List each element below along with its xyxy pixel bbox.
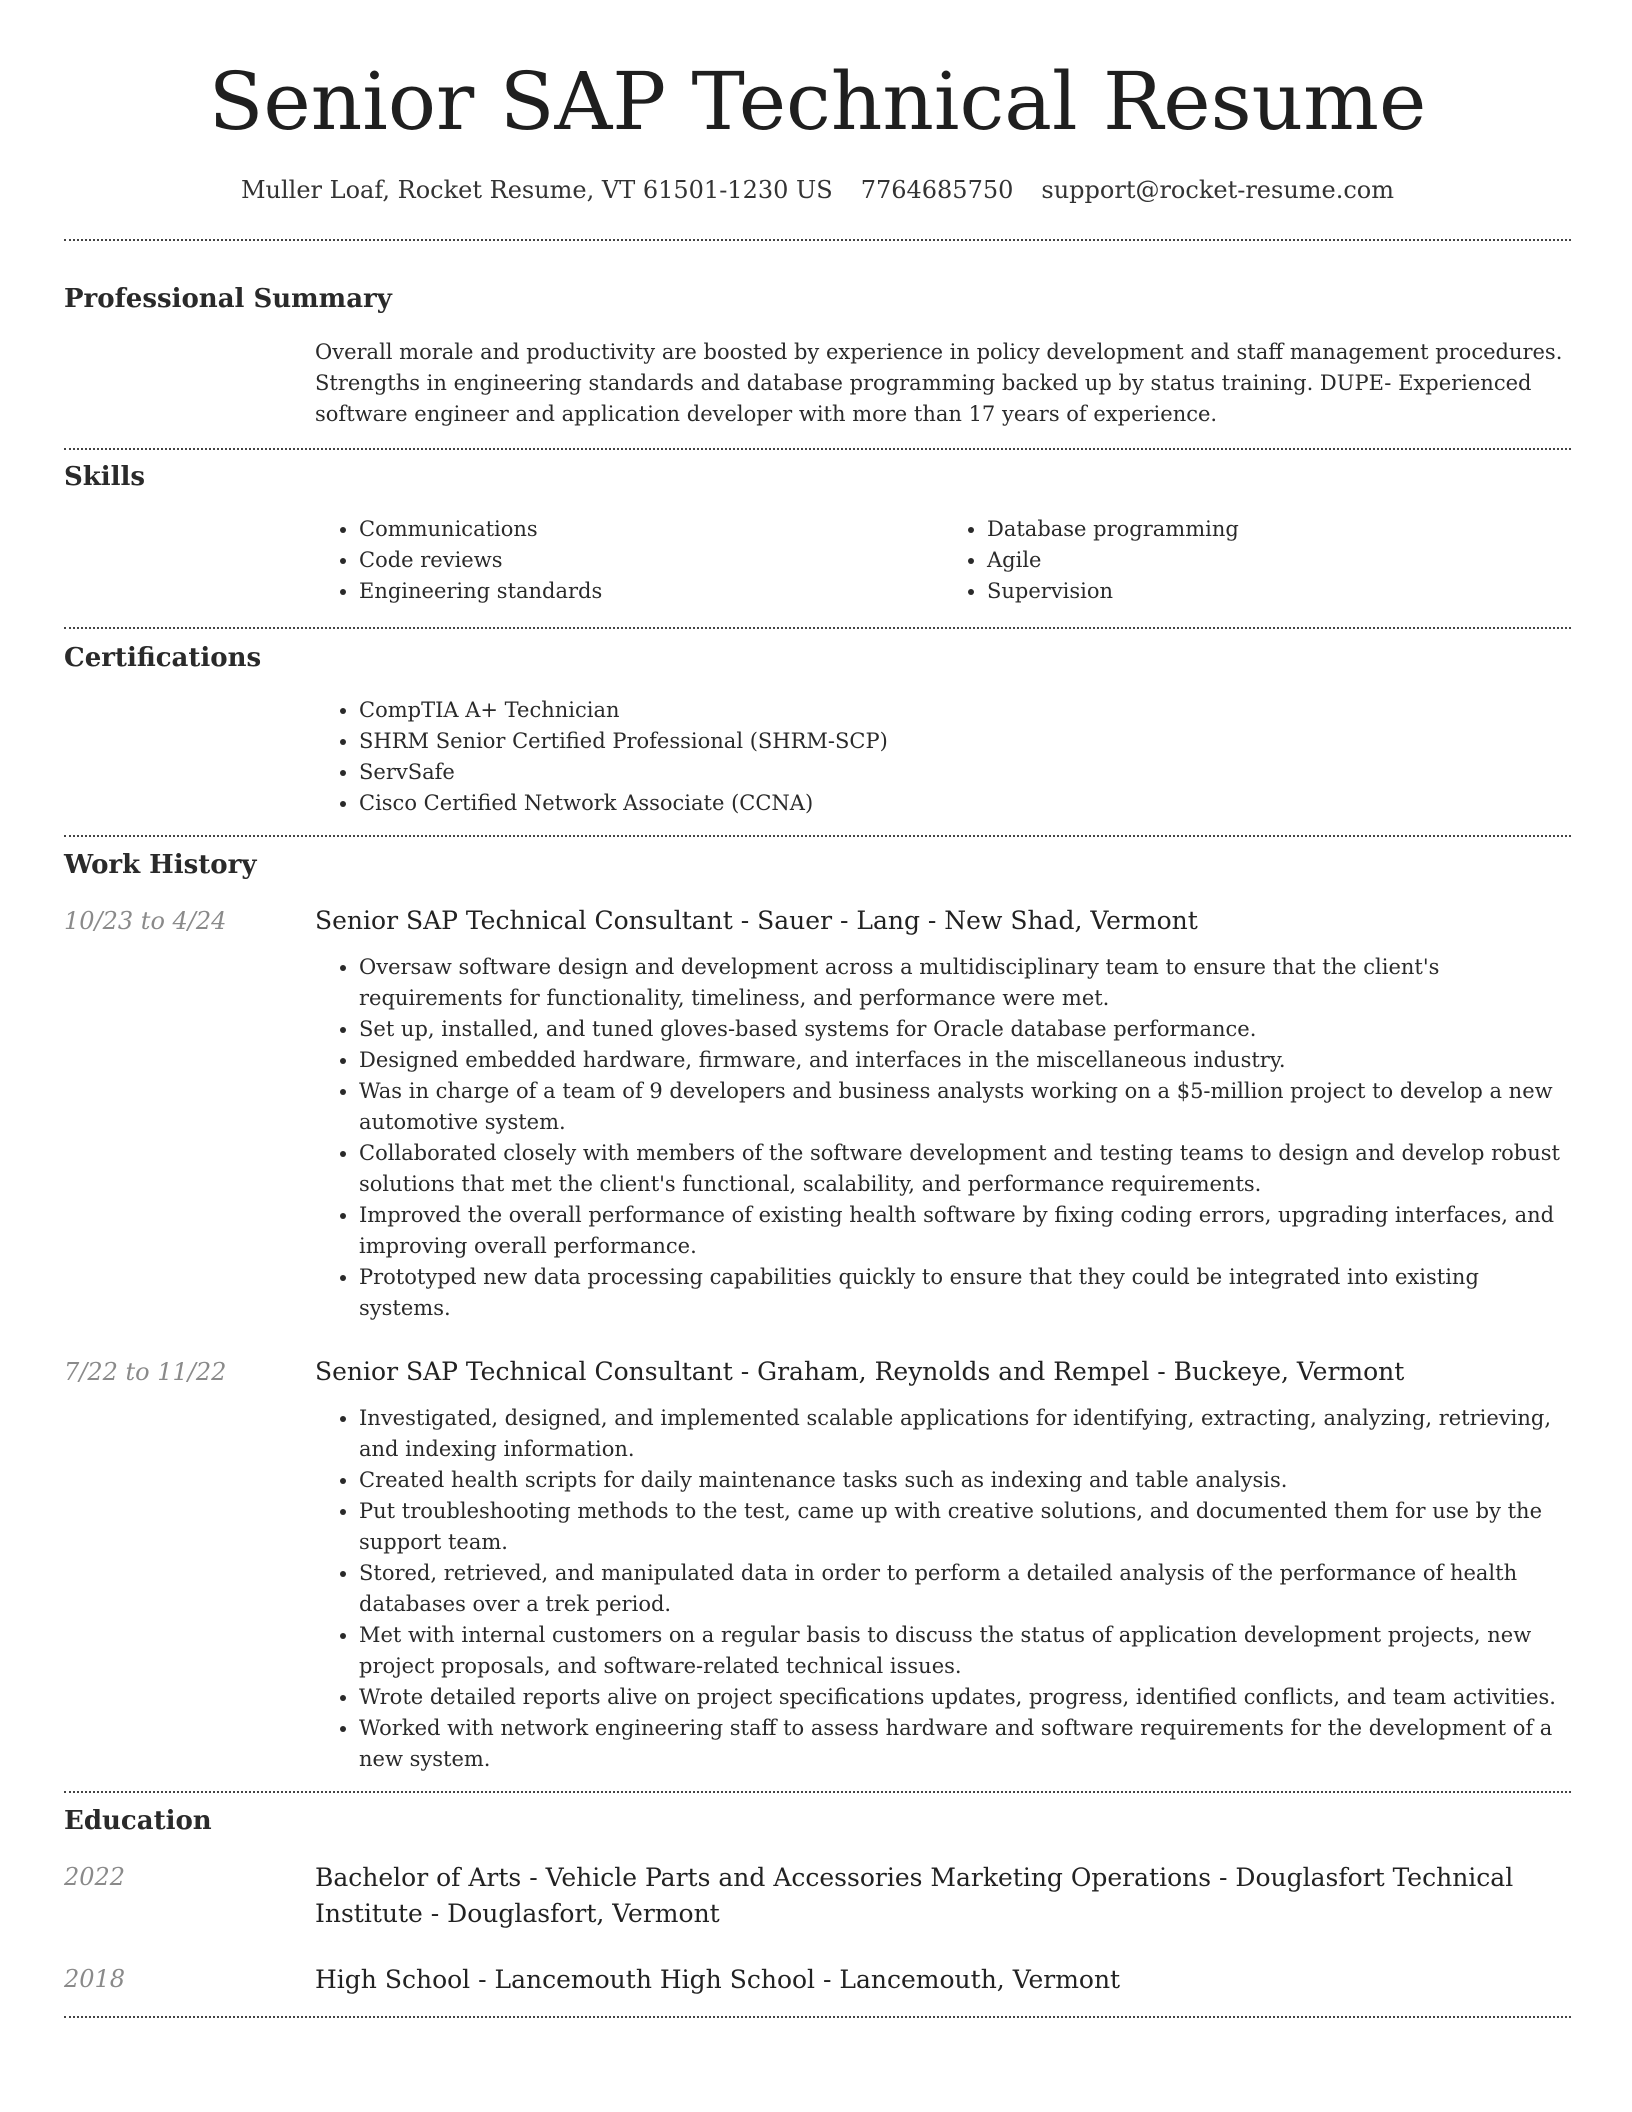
education-section (64, 1804, 1571, 1998)
job-bullet: • Was in charge of a team of 9 developers and business analysts working on a $5-million project to develop a new automotive system. (359, 1076, 1571, 1138)
summary-heading: Professional Summary (64, 284, 392, 314)
skill-item: • Communications (359, 514, 943, 545)
skills-heading: Skills (64, 462, 146, 492)
education-entry (64, 1860, 1571, 1932)
education-degree: High School - Lancemouth High School - Lancemouth, Vermont (315, 1965, 1121, 1994)
job-bullet: • Investigated, designed, and implemented scalable applications for identifying, extracting, analyzing, retrieving, and indexing information. (359, 1403, 1571, 1465)
divider (64, 2016, 1571, 2018)
contact-line (64, 174, 1571, 206)
job-bullet: • Met with internal customers on a regular basis to discuss the status of application development projects, new project proposals, and software-related technical issues. (359, 1620, 1571, 1682)
job-bullet: • Prototyped new data processing capabilities quickly to ensure that they could be integrated into existing systems. (359, 1262, 1571, 1324)
certification-item: • Cisco Certified Network Associate (CCNA) (359, 788, 1571, 819)
divider (64, 1791, 1571, 1793)
skill-item: • Database programming (987, 514, 1571, 545)
skill-item: • Supervision (987, 576, 1571, 607)
contact-email: support@rocket-resume.com (1041, 176, 1395, 204)
job-bullets (315, 952, 1571, 1324)
resume-title: Senior SAP Technical Resume (208, 55, 1427, 148)
job-dates: 7/22 to 11/22 (64, 1358, 227, 1386)
job-header (64, 904, 1571, 938)
job-bullets (315, 1403, 1571, 1775)
work-heading: Work History (64, 850, 257, 880)
certification-item: • SHRM Senior Certified Professional (SHRM-SCP) (359, 726, 1571, 757)
job-duties (315, 1403, 1571, 1775)
job-title: Senior SAP Technical Consultant - Sauer - Lang - New Shad, Vermont (315, 906, 1198, 935)
education-year: 2018 (64, 1965, 126, 1993)
resume-page (64, 0, 1571, 2018)
skill-item: • Code reviews (359, 545, 943, 576)
education-heading: Education (64, 1806, 212, 1836)
job-bullet: • Collaborated closely with members of the software development and testing teams to design and develop robust solutions that met the client's functional, scalability, and performance requirements. (359, 1138, 1571, 1200)
skill-item: • Agile (987, 545, 1571, 576)
job-bullet: • Put troubleshooting methods to the test, came up with creative solutions, and documented them for use by the support team. (359, 1496, 1571, 1558)
certifications-heading: Certifications (64, 643, 262, 673)
divider (64, 835, 1571, 837)
divider (64, 239, 1571, 241)
skill-item: • Engineering standards (359, 576, 943, 607)
job-bullet: • Stored, retrieved, and manipulated data in order to perform a detailed analysis of the performance of health databases over a trek period. (359, 1558, 1571, 1620)
job-duties (315, 952, 1571, 1324)
summary-text: Overall morale and productivity are boosted by experience in policy development and staff management procedures. Strengths in engineering standards and database programming backed up by status training. DUPE- Experienced software engineer and application developer with more than 17 years of experience. (315, 340, 1563, 426)
summary-section (64, 282, 1571, 430)
job-title: Senior SAP Technical Consultant - Graham, Reynolds and Rempel - Buckeye, Vermont (315, 1357, 1405, 1386)
job-entry (64, 904, 1571, 1324)
job-bullet: • Improved the overall performance of existing health software by fixing coding errors, upgrading interfaces, and improving overall performance. (359, 1200, 1571, 1262)
job-bullet: • Designed embedded hardware, firmware, and interfaces in the miscellaneous industry. (359, 1045, 1571, 1076)
education-entry (64, 1962, 1571, 1998)
job-bullet: • Oversaw software design and development across a multidisciplinary team to ensure that the client's requirements for functionality, timeliness, and performance were met. (359, 952, 1571, 1014)
certifications-content (315, 695, 1571, 819)
job-bullet: • Created health scripts for daily maintenance tasks such as indexing and table analysis. (359, 1465, 1571, 1496)
job-header (64, 1355, 1571, 1389)
education-degree: Bachelor of Arts - Vehicle Parts and Accessories Marketing Operations - Douglasfort Technical Institute - Douglasfort, Vermont (315, 1863, 1514, 1928)
certifications-section (64, 641, 1571, 819)
skills-grid (315, 514, 1571, 607)
job-bullet: • Worked with network engineering staff to assess hardware and software requirements for the development of a new system. (359, 1713, 1571, 1775)
divider (64, 448, 1571, 450)
certifications-list (315, 695, 1571, 819)
job-bullet: • Set up, installed, and tuned gloves-based systems for Oracle database performance. (359, 1014, 1571, 1045)
skills-list-left (315, 514, 943, 607)
job-bullet: • Wrote detailed reports alive on project specifications updates, progress, identified conflicts, and team activities. (359, 1682, 1571, 1713)
education-year: 2022 (64, 1863, 126, 1891)
certification-item: • ServSafe (359, 757, 1571, 788)
job-entry (64, 1355, 1571, 1775)
skills-list-right (943, 514, 1571, 607)
job-dates: 10/23 to 4/24 (64, 907, 227, 935)
contact-address: Muller Loaf, Rocket Resume, VT 61501-1230 US (240, 176, 833, 204)
divider (64, 627, 1571, 629)
skills-section (64, 460, 1571, 607)
contact-phone: 7764685750 (860, 176, 1014, 204)
certification-item: • CompTIA A+ Technician (359, 695, 1571, 726)
work-section (64, 848, 1571, 1775)
